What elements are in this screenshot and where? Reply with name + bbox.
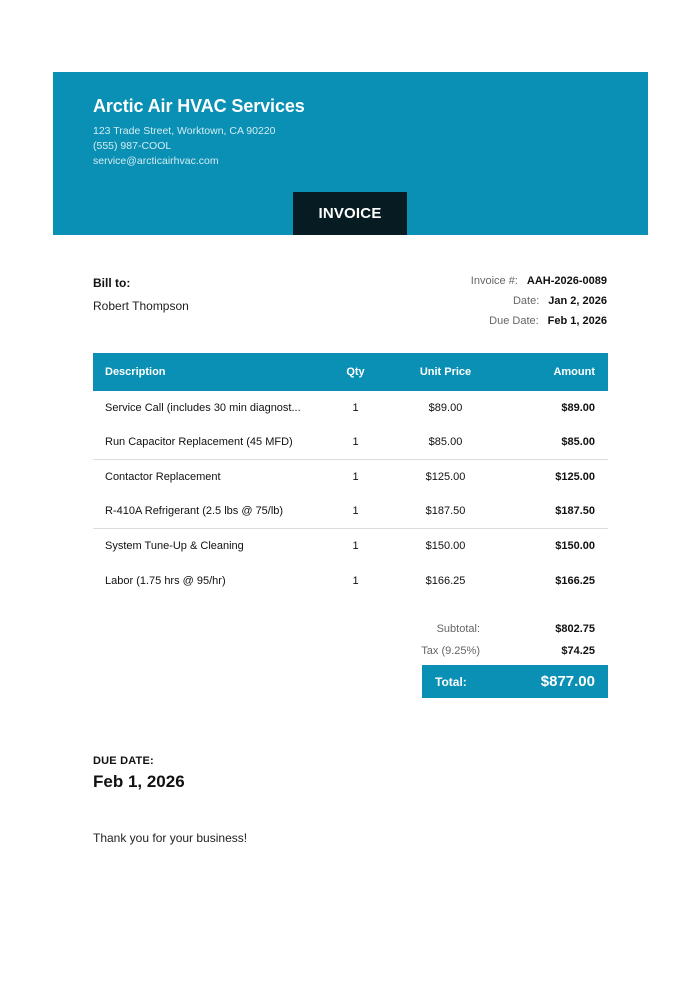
company-name: Arctic Air HVAC Services — [93, 96, 305, 116]
thank-you-note: Thank you for your business! — [93, 831, 248, 845]
table-row — [93, 391, 608, 426]
due-date-label: DUE DATE: — [93, 755, 154, 767]
item-description: Labor (1.75 hrs @ 95/hr) — [105, 574, 226, 587]
table-row — [93, 460, 608, 495]
tax-row — [380, 640, 608, 662]
item-amount: $125.00 — [555, 471, 595, 484]
item-amount: $150.00 — [555, 540, 595, 553]
table-header — [93, 353, 608, 391]
invoice-meta — [471, 275, 607, 335]
item-description: Service Call (includes 30 min diagnost... — [105, 402, 301, 415]
meta-due-date — [471, 315, 607, 335]
line-items-table — [93, 353, 608, 598]
tax-label: Tax (9.25%) — [421, 645, 480, 657]
totals-section — [380, 618, 608, 662]
meta-value: AAH-2026-0089 — [526, 275, 607, 287]
document-title: INVOICE — [293, 192, 407, 235]
header-amount: Amount — [553, 366, 595, 378]
subtotal-label: Subtotal: — [436, 623, 480, 635]
item-description: Contactor Replacement — [105, 471, 221, 484]
total-value: $877.00 — [540, 673, 595, 690]
item-description: R-410A Refrigerant (2.5 lbs @ 75/lb) — [105, 505, 284, 518]
subtotal-value: $802.75 — [555, 623, 595, 635]
item-qty: 1 — [352, 402, 359, 415]
item-qty: 1 — [352, 471, 359, 484]
item-amount: $166.25 — [555, 574, 595, 587]
item-description: Run Capacitor Replacement (45 MFD) — [105, 436, 293, 449]
item-unit-price: $150.00 — [425, 540, 466, 553]
total-bar — [422, 665, 608, 698]
item-amount: $85.00 — [561, 436, 595, 449]
invoice-header — [53, 72, 648, 235]
item-amount: $89.00 — [561, 402, 595, 415]
item-unit-price: $125.00 — [425, 471, 466, 484]
item-amount: $187.50 — [555, 505, 595, 518]
company-address: 123 Trade Street, Worktown, CA 90220 — [93, 125, 276, 137]
header-description: Description — [105, 366, 166, 378]
item-qty: 1 — [352, 540, 359, 553]
meta-value: Jan 2, 2026 — [548, 295, 607, 307]
table-row — [93, 495, 608, 530]
item-unit-price: $89.00 — [428, 402, 463, 415]
item-description: System Tune-Up & Cleaning — [105, 540, 244, 553]
bill-to-name: Robert Thompson — [93, 299, 189, 313]
header-unit-price: Unit Price — [419, 366, 472, 378]
item-qty: 1 — [352, 505, 359, 518]
meta-invoice-number — [471, 275, 607, 295]
header-qty: Qty — [346, 366, 365, 378]
meta-value: Feb 1, 2026 — [547, 315, 607, 327]
item-unit-price: $85.00 — [428, 436, 463, 449]
table-row — [93, 426, 608, 461]
meta-date — [471, 295, 607, 315]
company-phone: (555) 987-COOL — [93, 140, 172, 152]
bill-to-label: Bill to: — [93, 276, 131, 290]
meta-label: Due Date: — [489, 315, 539, 327]
item-qty: 1 — [352, 436, 359, 449]
total-label: Total: — [435, 674, 467, 689]
tax-value: $74.25 — [561, 645, 595, 657]
due-date-value: Feb 1, 2026 — [93, 772, 185, 791]
meta-label: Date: — [512, 295, 540, 307]
subtotal-row — [380, 618, 608, 640]
item-unit-price: $187.50 — [425, 505, 466, 518]
item-unit-price: $166.25 — [425, 574, 466, 587]
item-qty: 1 — [352, 574, 359, 587]
meta-label: Invoice #: — [470, 275, 518, 287]
table-row — [93, 564, 608, 599]
company-email: service@arcticairhvac.com — [93, 155, 219, 167]
table-row — [93, 529, 608, 564]
